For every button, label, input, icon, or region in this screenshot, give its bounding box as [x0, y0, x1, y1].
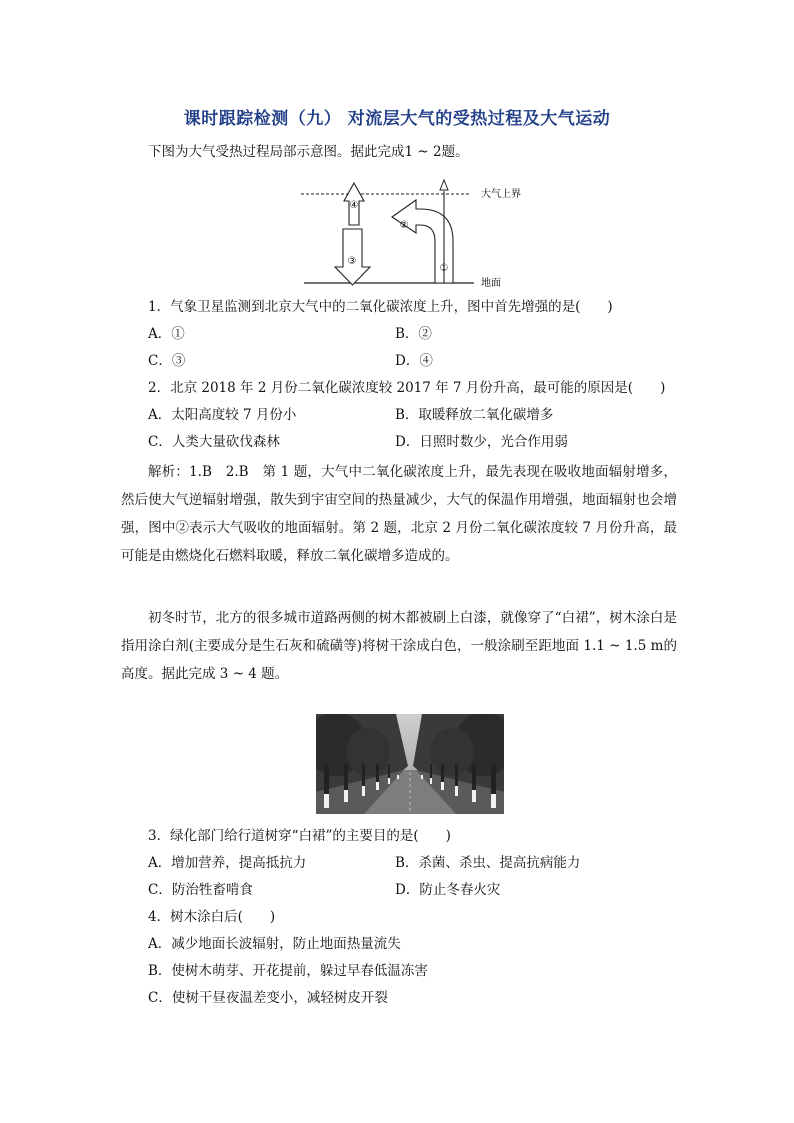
q4-option-c: C．使树干昼夜温差变小，减轻树皮开裂	[148, 990, 388, 1006]
q4-option-b: B．使树木萌芽、开花提前，躲过早春低温冻害	[148, 963, 428, 979]
heating-process-diagram	[296, 175, 546, 290]
q1-option-d: D．④	[395, 353, 433, 369]
analysis-text: 解析：1.B 2.B 第 1 题，大气中二氧化碳浓度上升，最先表现在吸收地面辐射增多，然后使大气逆辐射增强，散失到宇宙空间的热量减少，大气的保温作用增强，地面辐射也会增强，图中②表示大气吸收的地面辐射。第 2 题，北京 2 月份二氧化碳浓度较 7 月份升高，最可能是由燃烧化石燃料取暖，释放二氧化碳增多造成的。	[121, 464, 677, 564]
label-1: ①	[439, 263, 449, 274]
page-title: 课时跟踪检测（九） 对流层大气的受热过程及大气运动	[183, 109, 611, 129]
q4-option-a: A．减少地面长波辐射，防止地面热量流失	[148, 936, 401, 952]
q1-option-c: C．③	[148, 353, 186, 369]
intro-text-1: 下图为大气受热过程局部示意图。据此完成1 ~ 2题。	[148, 144, 469, 160]
road-trees-photo	[316, 714, 504, 814]
label-ground: 地面	[481, 278, 501, 289]
question-1-stem: 1．气象卫星监测到北京大气中的二氧化碳浓度上升，图中首先增强的是( )	[148, 299, 613, 315]
q1-option-b: B．②	[395, 326, 432, 342]
analysis-paragraph	[121, 458, 677, 570]
q2-option-b: B．取暖释放二氧化碳增多	[395, 407, 554, 423]
label-4: ④	[349, 200, 359, 211]
label-atmosphere-top: 大气上界	[481, 189, 521, 200]
q3-option-b: B．杀菌、杀虫、提高抗病能力	[395, 855, 581, 871]
q3-option-c: C．防治牲畜啃食	[148, 882, 253, 898]
q2-option-a: A．太阳高度较 7 月份小	[148, 407, 297, 423]
label-2: ②	[399, 220, 409, 231]
label-3: ③	[347, 256, 357, 267]
question-2-stem: 2．北京 2018 年 2 月份二氧化碳浓度较 2017 年 7 月份升高，最可能的原因是( )	[148, 380, 666, 396]
arrow-1-head	[440, 180, 448, 190]
q3-option-a: A．增加营养，提高抵抗力	[148, 855, 307, 871]
question-3-stem: 3．绿化部门给行道树穿“白裙”的主要目的是( )	[148, 828, 451, 844]
q1-option-a: A．①	[148, 326, 185, 342]
q3-option-d: D．防止冬春火灾	[395, 882, 501, 898]
q2-option-d: D．日照时数少，光合作用弱	[395, 434, 568, 450]
intro-paragraph-2	[121, 604, 677, 688]
intro-text-2: 初冬时节，北方的很多城市道路两侧的树木都被刷上白漆，就像穿了“白裙”，树木涂白是指用涂白剂(主要成分是生石灰和硫磺等)将树干涂成白色，一般涂刷至距地面 1.1 ~ 1.5 m的高度。据此完成 3 ~ 4 题。	[121, 610, 677, 682]
q2-option-c: C．人类大量砍伐森林	[148, 434, 280, 450]
question-4-stem: 4．树木涂白后( )	[148, 909, 276, 925]
